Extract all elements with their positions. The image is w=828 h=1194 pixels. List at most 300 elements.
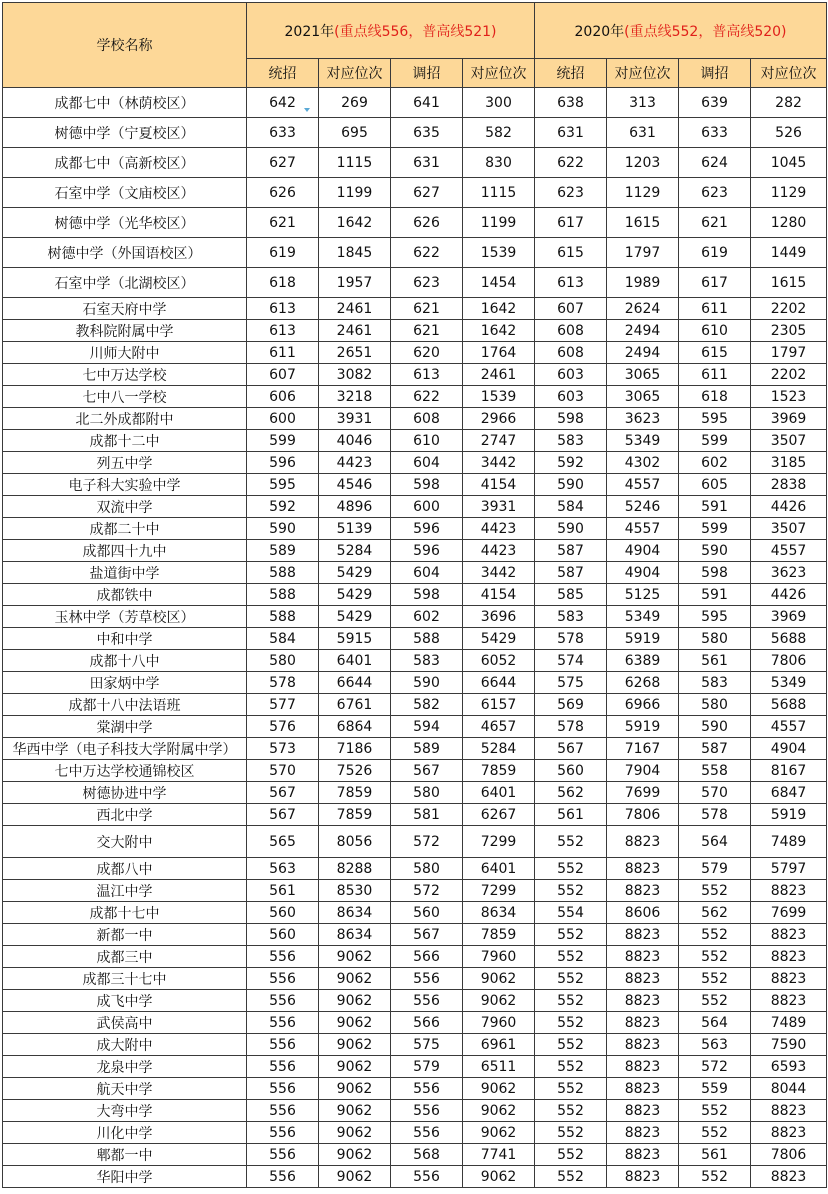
value-cell: 3931: [319, 408, 391, 430]
table-row: [3, 540, 827, 562]
value-cell: 2838: [751, 474, 827, 496]
value-cell: 556: [247, 1100, 319, 1122]
table-row: [3, 118, 827, 148]
value-cell: 572: [391, 826, 463, 858]
table-row: [3, 320, 827, 342]
value-cell: 585: [535, 584, 607, 606]
value-cell: 4426: [751, 584, 827, 606]
value-cell: 556: [391, 1122, 463, 1144]
value-cell: 580: [679, 628, 751, 650]
value-cell: 2305: [751, 320, 827, 342]
value-cell: 3507: [751, 518, 827, 540]
value-cell: 5919: [607, 716, 679, 738]
value-cell: 581: [391, 804, 463, 826]
table-row: [3, 880, 827, 902]
value-cell: 269: [319, 88, 391, 118]
table-row: [3, 606, 827, 628]
value-cell: 560: [247, 924, 319, 946]
school-name-cell: 北二外成都附中: [3, 408, 247, 430]
value-cell: 7859: [463, 924, 535, 946]
school-name-cell: 七中万达学校通锦校区: [3, 760, 247, 782]
value-cell: 584: [535, 496, 607, 518]
value-cell: 608: [535, 320, 607, 342]
school-name-cell: 玉林中学（芳草校区）: [3, 606, 247, 628]
table-row: [3, 268, 827, 298]
value-cell: 3507: [751, 430, 827, 452]
value-cell: 6401: [463, 858, 535, 880]
value-cell: 1797: [751, 342, 827, 364]
school-name-cell: 成都四十九中: [3, 540, 247, 562]
value-cell: 598: [679, 562, 751, 584]
value-cell: 578: [679, 804, 751, 826]
value-cell: 9062: [319, 1122, 391, 1144]
school-name-cell: 田家炳中学: [3, 672, 247, 694]
value-cell: 8167: [751, 760, 827, 782]
value-cell: 552: [535, 924, 607, 946]
value-cell: 556: [247, 946, 319, 968]
value-cell: 552: [535, 1144, 607, 1166]
value-cell: 558: [679, 760, 751, 782]
value-cell: 608: [535, 342, 607, 364]
value-cell: 6401: [463, 782, 535, 804]
value-cell: 8823: [607, 946, 679, 968]
value-cell: 3623: [751, 562, 827, 584]
value-cell: 552: [535, 946, 607, 968]
value-cell: 599: [247, 430, 319, 452]
value-cell: 552: [679, 1166, 751, 1188]
school-name-cell: 七中万达学校: [3, 364, 247, 386]
value-cell: 590: [391, 672, 463, 694]
value-cell: 590: [679, 716, 751, 738]
value-cell: 552: [535, 880, 607, 902]
value-cell: 1797: [607, 238, 679, 268]
value-cell: 556: [247, 1012, 319, 1034]
value-cell: 2747: [463, 430, 535, 452]
value-cell: 564: [679, 1012, 751, 1034]
value-cell: 1045: [751, 148, 827, 178]
table-row: [3, 298, 827, 320]
value-cell: 6644: [319, 672, 391, 694]
value-cell: 300: [463, 88, 535, 118]
value-cell: 606: [247, 386, 319, 408]
value-cell: 3931: [463, 496, 535, 518]
school-name-cell: 树德中学（宁夏校区）: [3, 118, 247, 148]
table-row: [3, 924, 827, 946]
value-cell: 552: [535, 826, 607, 858]
value-cell: 552: [535, 968, 607, 990]
school-name-cell: 武侯高中: [3, 1012, 247, 1034]
value-cell: 5915: [319, 628, 391, 650]
value-cell: 552: [679, 968, 751, 990]
value-cell: 613: [535, 268, 607, 298]
value-cell: 599: [679, 518, 751, 540]
value-cell: 598: [391, 584, 463, 606]
value-cell: 9062: [319, 1144, 391, 1166]
school-name-cell: 成都七中（高新校区）: [3, 148, 247, 178]
value-cell: 595: [679, 606, 751, 628]
value-cell: 6593: [751, 1056, 827, 1078]
value-cell: 8823: [751, 946, 827, 968]
value-cell: 1454: [463, 268, 535, 298]
value-cell: 569: [535, 694, 607, 716]
value-cell: 7167: [607, 738, 679, 760]
value-cell: 2202: [751, 364, 827, 386]
value-cell: 6389: [607, 650, 679, 672]
col-2020-adjusted: 调招: [679, 59, 751, 88]
table-row: [3, 1012, 827, 1034]
school-name-cell: 龙泉中学: [3, 1056, 247, 1078]
value-cell: 1539: [463, 386, 535, 408]
school-name-cell: 成大附中: [3, 1034, 247, 1056]
value-cell: 589: [247, 540, 319, 562]
value-cell: 552: [679, 1100, 751, 1122]
value-cell: 556: [247, 1166, 319, 1188]
table-row: [3, 650, 827, 672]
table-row: [3, 738, 827, 760]
year-2021-label: 2021年: [284, 23, 335, 40]
school-name-cell: 树德协进中学: [3, 782, 247, 804]
value-cell: 5284: [463, 738, 535, 760]
school-name-cell: 大弯中学: [3, 1100, 247, 1122]
school-name-cell: 成都铁中: [3, 584, 247, 606]
value-cell: 8823: [751, 990, 827, 1012]
school-name-cell: 成都八中: [3, 858, 247, 880]
value-cell: 6052: [463, 650, 535, 672]
value-cell: 8823: [607, 826, 679, 858]
value-cell: 8823: [751, 968, 827, 990]
value-cell: 604: [391, 452, 463, 474]
value-cell: 7806: [607, 804, 679, 826]
value-cell: 576: [247, 716, 319, 738]
value-cell: 7904: [607, 760, 679, 782]
value-cell: 1115: [463, 178, 535, 208]
value-cell: 639: [679, 88, 751, 118]
value-cell: 590: [247, 518, 319, 540]
value-cell: 5919: [607, 628, 679, 650]
school-name-cell: 中和中学: [3, 628, 247, 650]
value-cell: 6847: [751, 782, 827, 804]
value-cell: 6864: [319, 716, 391, 738]
school-name-cell: 成都三中: [3, 946, 247, 968]
value-cell: 8823: [607, 924, 679, 946]
school-name-cell: 成都二十中: [3, 518, 247, 540]
value-cell: 635: [391, 118, 463, 148]
value-cell: 617: [535, 208, 607, 238]
value-cell: 8823: [607, 1144, 679, 1166]
table-row: [3, 178, 827, 208]
value-cell: 6157: [463, 694, 535, 716]
value-cell: 552: [535, 1166, 607, 1188]
value-cell: 583: [679, 672, 751, 694]
value-cell: 575: [391, 1034, 463, 1056]
value-cell: 830: [463, 148, 535, 178]
value-cell: 8823: [607, 880, 679, 902]
value-cell: 580: [679, 694, 751, 716]
value-cell: 8823: [607, 1034, 679, 1056]
value-cell: 5429: [319, 562, 391, 584]
value-cell: 3969: [751, 606, 827, 628]
value-cell: 7859: [319, 804, 391, 826]
value-cell: 588: [247, 562, 319, 584]
value-cell: 5349: [607, 606, 679, 628]
value-cell: 6644: [463, 672, 535, 694]
value-cell: 1280: [751, 208, 827, 238]
table-row: [3, 716, 827, 738]
value-cell: 8823: [607, 968, 679, 990]
table-row: [3, 88, 827, 118]
value-cell: 559: [679, 1078, 751, 1100]
value-cell: 572: [391, 880, 463, 902]
table-row: [3, 782, 827, 804]
table-row: [3, 496, 827, 518]
value-cell: 1449: [751, 238, 827, 268]
value-cell: 611: [247, 342, 319, 364]
value-cell: 8288: [319, 858, 391, 880]
value-cell: 4896: [319, 496, 391, 518]
value-cell: 583: [391, 650, 463, 672]
value-cell: 604: [391, 562, 463, 584]
value-cell: 617: [679, 268, 751, 298]
value-cell: 4302: [607, 452, 679, 474]
table-row: [3, 208, 827, 238]
school-name-cell: 成都十八中: [3, 650, 247, 672]
value-cell: 282: [751, 88, 827, 118]
value-cell: 7590: [751, 1034, 827, 1056]
value-cell: 2461: [463, 364, 535, 386]
school-name-cell: 新都一中: [3, 924, 247, 946]
value-cell: 567: [247, 782, 319, 804]
school-name-cell: 教科院附属中学: [3, 320, 247, 342]
table-row: [3, 760, 827, 782]
table-row: [3, 858, 827, 880]
value-cell: 603: [535, 386, 607, 408]
value-cell: 603: [535, 364, 607, 386]
value-cell: 618: [247, 268, 319, 298]
col-2021-unified-rank: 对应位次: [319, 59, 391, 88]
value-cell: 613: [391, 364, 463, 386]
admission-score-table: [2, 2, 827, 1188]
school-name-cell: 郫都一中: [3, 1144, 247, 1166]
value-cell: 8634: [463, 902, 535, 924]
value-cell: 561: [535, 804, 607, 826]
value-cell: 566: [391, 946, 463, 968]
value-cell: 591: [679, 584, 751, 606]
value-cell: 4557: [751, 716, 827, 738]
value-cell: 1523: [751, 386, 827, 408]
value-cell: 560: [247, 902, 319, 924]
value-cell: 8823: [751, 880, 827, 902]
school-name-cell: 成都十二中: [3, 430, 247, 452]
school-name-cell: 华阳中学: [3, 1166, 247, 1188]
value-cell: 4154: [463, 474, 535, 496]
value-cell: 556: [247, 1144, 319, 1166]
value-cell: 2461: [319, 298, 391, 320]
table-row: [3, 804, 827, 826]
value-cell: 598: [535, 408, 607, 430]
value-cell: 8823: [607, 858, 679, 880]
table-row: [3, 1034, 827, 1056]
school-name-cell: 石室中学（北湖校区）: [3, 268, 247, 298]
value-cell: 588: [247, 584, 319, 606]
value-cell: 7741: [463, 1144, 535, 1166]
value-cell: 526: [751, 118, 827, 148]
value-cell: 578: [535, 716, 607, 738]
value-cell: 590: [679, 540, 751, 562]
school-name-cell: 成都七中（林荫校区）: [3, 88, 247, 118]
value-cell: 580: [247, 650, 319, 672]
value-cell: 1989: [607, 268, 679, 298]
value-cell: 602: [679, 452, 751, 474]
value-cell: 621: [391, 298, 463, 320]
value-cell: 592: [535, 452, 607, 474]
school-name-cell: 石室中学（文庙校区）: [3, 178, 247, 208]
school-name-cell: 树德中学（外国语校区）: [3, 238, 247, 268]
value-cell: 2461: [319, 320, 391, 342]
value-cell: 595: [679, 408, 751, 430]
value-cell: 1615: [751, 268, 827, 298]
value-cell: 596: [391, 540, 463, 562]
value-cell: 5349: [607, 430, 679, 452]
value-cell: 598: [391, 474, 463, 496]
value-cell: 554: [535, 902, 607, 924]
value-cell: 622: [391, 386, 463, 408]
value-cell: 561: [679, 650, 751, 672]
value-cell: 3623: [607, 408, 679, 430]
table-row: [3, 364, 827, 386]
value-cell: 567: [247, 804, 319, 826]
value-cell: 9062: [319, 968, 391, 990]
table-row: [3, 990, 827, 1012]
school-name-cell: 成都十七中: [3, 902, 247, 924]
value-cell: 9062: [463, 1078, 535, 1100]
table-row: [3, 1122, 827, 1144]
school-name-cell: 盐道街中学: [3, 562, 247, 584]
value-cell: 9062: [319, 1034, 391, 1056]
school-name-cell: 航天中学: [3, 1078, 247, 1100]
value-cell: 588: [391, 628, 463, 650]
value-cell: 1845: [319, 238, 391, 268]
value-cell: 560: [535, 760, 607, 782]
value-cell: 5246: [607, 496, 679, 518]
value-cell: 9062: [319, 1100, 391, 1122]
value-cell: 9062: [463, 990, 535, 1012]
value-cell: 4546: [319, 474, 391, 496]
value-cell: 4657: [463, 716, 535, 738]
value-cell: 613: [247, 298, 319, 320]
value-cell: 1115: [319, 148, 391, 178]
value-cell: 7960: [463, 946, 535, 968]
value-cell: 577: [247, 694, 319, 716]
value-cell: 595: [247, 474, 319, 496]
value-cell: 561: [247, 880, 319, 902]
value-cell: 587: [535, 540, 607, 562]
value-cell: 5688: [751, 694, 827, 716]
school-name-cell: 西北中学: [3, 804, 247, 826]
value-cell: 4904: [751, 738, 827, 760]
school-name-cell: 川化中学: [3, 1122, 247, 1144]
value-cell: 566: [391, 1012, 463, 1034]
value-cell: 8823: [607, 1078, 679, 1100]
value-cell: 4904: [607, 540, 679, 562]
table-row: [3, 452, 827, 474]
value-cell: 567: [391, 760, 463, 782]
value-cell: 641: [391, 88, 463, 118]
value-cell: 590: [535, 474, 607, 496]
value-cell: 627: [247, 148, 319, 178]
value-cell: 7806: [751, 650, 827, 672]
value-cell: 552: [535, 1012, 607, 1034]
value-cell: 574: [535, 650, 607, 672]
value-cell: 8044: [751, 1078, 827, 1100]
value-cell: 622: [391, 238, 463, 268]
value-cell: 2966: [463, 408, 535, 430]
value-cell: 6268: [607, 672, 679, 694]
value-cell: 621: [247, 208, 319, 238]
value-cell: 556: [247, 1122, 319, 1144]
value-cell: 9062: [463, 968, 535, 990]
school-name-header-label: 学校名称: [96, 38, 153, 54]
value-cell: 7489: [751, 826, 827, 858]
value-cell: 9062: [463, 1100, 535, 1122]
value-cell: 552: [535, 1056, 607, 1078]
value-cell: 2624: [607, 298, 679, 320]
value-cell: 556: [391, 990, 463, 1012]
value-cell: 599: [679, 430, 751, 452]
value-cell: 627: [391, 178, 463, 208]
value-cell: 4046: [319, 430, 391, 452]
value-cell: 8823: [607, 1056, 679, 1078]
value-cell: 5429: [463, 628, 535, 650]
value-cell: 1615: [607, 208, 679, 238]
value-cell: 9062: [319, 946, 391, 968]
value-cell: 9062: [319, 1056, 391, 1078]
value-cell: 626: [391, 208, 463, 238]
value-cell: 587: [679, 738, 751, 760]
value-cell: 6267: [463, 804, 535, 826]
value-cell: 590: [535, 518, 607, 540]
value-cell: 7859: [463, 760, 535, 782]
table-row: [3, 946, 827, 968]
value-cell: 9062: [319, 1166, 391, 1188]
value-cell: 6761: [319, 694, 391, 716]
value-cell: 5139: [319, 518, 391, 540]
value-cell: 552: [535, 990, 607, 1012]
value-cell: 5349: [751, 672, 827, 694]
value-cell: 9062: [319, 1078, 391, 1100]
value-cell: 563: [247, 858, 319, 880]
value-cell: 588: [247, 606, 319, 628]
value-cell: 5429: [319, 606, 391, 628]
value-cell: 7489: [751, 1012, 827, 1034]
value-cell: 8823: [607, 1012, 679, 1034]
value-cell: 7186: [319, 738, 391, 760]
value-cell: 8823: [751, 1166, 827, 1188]
value-cell: 583: [535, 606, 607, 628]
value-cell: 8823: [607, 1100, 679, 1122]
value-cell: 573: [247, 738, 319, 760]
school-name-cell: 温江中学: [3, 880, 247, 902]
value-cell: 5919: [751, 804, 827, 826]
value-cell: 619: [679, 238, 751, 268]
value-cell: 4423: [463, 540, 535, 562]
value-cell: 620: [391, 342, 463, 364]
value-cell: 610: [391, 430, 463, 452]
value-cell: 5797: [751, 858, 827, 880]
value-cell: 3082: [319, 364, 391, 386]
value-cell: 6961: [463, 1034, 535, 1056]
col-2020-unified-rank: 对应位次: [607, 59, 679, 88]
value-cell: 631: [391, 148, 463, 178]
